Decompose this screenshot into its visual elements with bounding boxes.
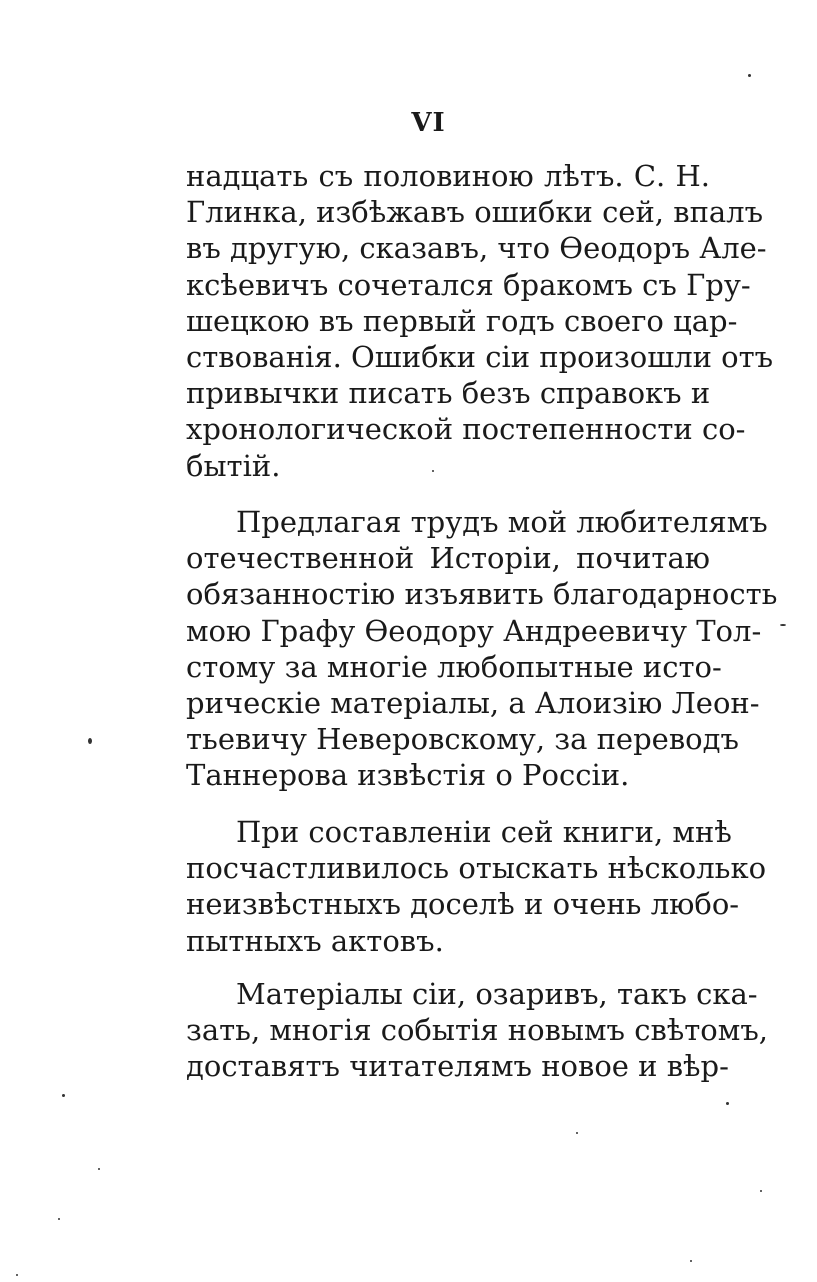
text-line: рическіе матеріалы, а Алоизію Леон- <box>186 686 760 721</box>
text-line: Матеріалы сіи, озаривъ, такъ ска- <box>236 977 758 1011</box>
text-line: ксѣевичъ сочетался бракомъ съ Гру- <box>186 267 751 302</box>
text-line: въ другую, сказавъ, что Ѳеодоръ Але- <box>186 231 767 266</box>
text-line: шецкою въ первый годъ своего цар- <box>186 303 738 338</box>
text-line: Предлагая трудъ мой любителямъ <box>236 505 768 539</box>
scan-speck <box>16 1274 18 1276</box>
paragraph-3 <box>186 814 767 959</box>
paragraph-1 <box>186 158 774 484</box>
text-line: зать, многія событія новымъ свѣтомъ, <box>186 1013 768 1048</box>
text-line: отечественной Исторіи, почитаю <box>186 541 710 576</box>
text-line: При составленіи сей книги, мнѣ <box>236 815 732 849</box>
text-line: пытныхъ актовъ. <box>186 923 444 958</box>
scan-speck <box>760 1190 762 1192</box>
text-line: стому за многіе любопытные исто- <box>186 649 722 684</box>
text-line: тьевичу Неверовскому, за переводъ <box>186 722 739 757</box>
text-line: посчастливилось отыскать нѣсколько <box>186 851 767 886</box>
page-number: VI <box>411 108 446 138</box>
scan-speck <box>58 1218 60 1220</box>
scan-speck <box>88 738 92 744</box>
scan-speck <box>780 624 786 626</box>
text-line: бытій. <box>186 448 281 483</box>
text-line: хронологической постепенности со- <box>186 412 746 447</box>
scan-speck <box>62 1094 65 1097</box>
scan-speck <box>576 1132 578 1134</box>
scan-speck <box>98 1168 100 1170</box>
text-line: обязанностію изъявить благодарность <box>186 577 778 612</box>
text-line: мою Графу Ѳеодору Андреевичу Тол- <box>186 613 762 648</box>
paragraph-4 <box>186 976 768 1085</box>
text-line: неизвѣстныхъ доселѣ и очень любо- <box>186 887 740 922</box>
text-line: надцать съ половиною лѣтъ. С. Н. <box>186 159 710 193</box>
text-line: доставятъ читателямъ новое и вѣр- <box>186 1049 729 1084</box>
scan-speck <box>748 74 751 77</box>
scan-speck <box>726 1102 729 1105</box>
text-line: ствованія. Ошибки сіи произошли отъ <box>186 340 774 375</box>
text-line: привычки писать безъ справокъ и <box>186 376 711 411</box>
scan-speck <box>690 1260 692 1262</box>
scan-speck <box>432 470 434 472</box>
paragraph-2 <box>186 504 778 794</box>
text-line: Таннерова извѣстія о Россіи. <box>186 758 630 793</box>
text-line: Глинка, избѣжавъ ошибки сей, впалъ <box>186 195 764 230</box>
